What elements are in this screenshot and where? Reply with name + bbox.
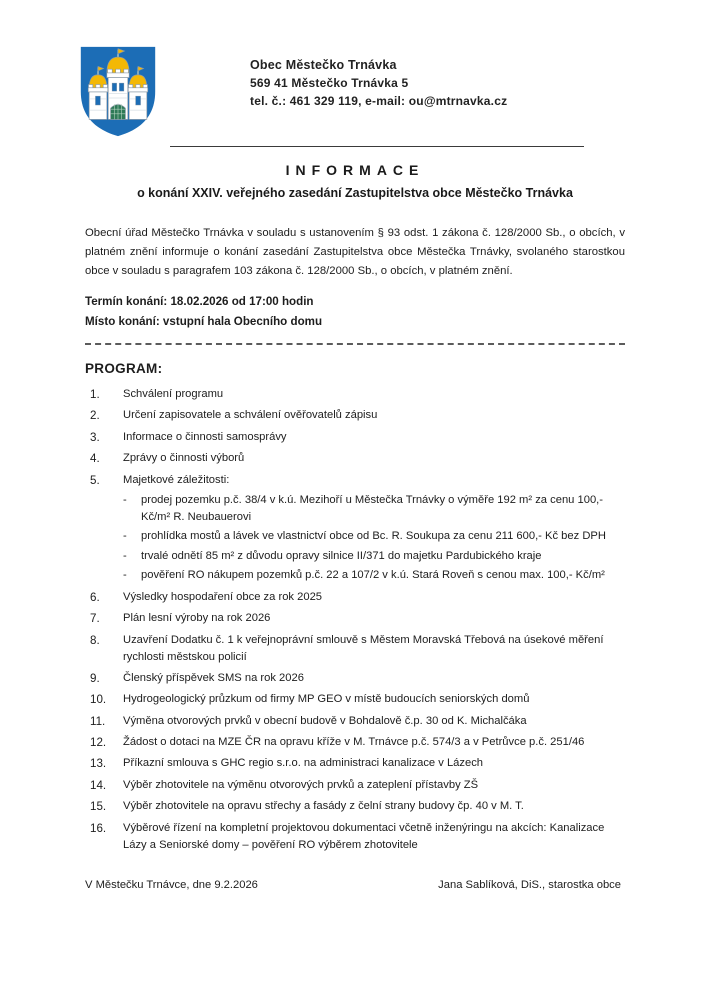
program-item-text: Zprávy o činnosti výborů xyxy=(123,452,245,465)
meeting-place-line: Místo konání: vstupní hala Obecního domu xyxy=(85,315,323,328)
program-item-number: 11. xyxy=(90,714,106,728)
program-item-text: Členský příspěvek SMS na rok 2026 xyxy=(123,671,304,684)
organization-address: 569 41 Městečko Trnávka 5 xyxy=(250,76,409,90)
program-subitem-text: trvalé odnětí 85 m² z důvodu opravy silnice II/371 do majetku Pardubického kraje xyxy=(141,549,542,562)
program-subitem xyxy=(123,492,625,526)
program-item xyxy=(85,798,625,815)
program-item-number: 7. xyxy=(90,612,100,626)
program-item xyxy=(85,755,625,772)
program-subitem xyxy=(123,548,625,565)
subitem-dash-bullet: - xyxy=(123,493,127,506)
program-item-number: 12. xyxy=(90,736,107,750)
program-item-text: Výběrové řízení na kompletní projektovou dokumentaci včetně inženýringu na akcích: Kanalizace Lázy a Seniorské domy – pověření RO výběrem zhotovitele xyxy=(123,821,605,851)
program-item xyxy=(85,472,625,585)
program-item-text: Výběr zhotovitele na opravu střechy a fasády z čelní strany budovy čp. 40 v M. T. xyxy=(123,800,524,813)
program-subitem-list xyxy=(123,492,625,585)
program-item-number: 14. xyxy=(90,778,107,792)
program-item-text: Hydrogeologický průzkum od firmy MP GEO v místě budoucích seniorských domů xyxy=(123,693,530,706)
program-item-number: 16. xyxy=(90,821,107,835)
program-item xyxy=(85,820,625,854)
program-item xyxy=(85,691,625,708)
program-item-text xyxy=(123,472,625,585)
program-item-text: Plán lesní výroby na rok 2026 xyxy=(123,612,271,625)
document-title: INFORMACE xyxy=(285,162,425,178)
program-heading: PROGRAM: xyxy=(85,361,163,376)
program-item-number: 15. xyxy=(90,800,107,814)
program-item-text: Výběr zhotovitele na výměnu otvorových prvků a zateplení přístavby ZŠ xyxy=(123,778,479,791)
program-item-number: 5. xyxy=(90,473,100,487)
subitem-dash-bullet: - xyxy=(123,569,127,582)
program-item xyxy=(85,713,625,730)
document-footer xyxy=(85,879,621,891)
meeting-info xyxy=(85,292,625,332)
footer-signature: Jana Sablíková, DiS., starostka obce xyxy=(438,879,621,891)
subitem-dash-bullet: - xyxy=(123,530,127,543)
program-item xyxy=(85,589,625,606)
program-item-text: Uzavření Dodatku č. 1 k veřejnoprávní smlouvě s Městem Moravská Třebová na úsekové měření rychlosti městskou policií xyxy=(123,633,604,663)
program-item xyxy=(85,632,625,666)
program-item-number: 1. xyxy=(90,388,100,401)
program-item-text: Výsledky hospodaření obce za rok 2025 xyxy=(123,590,323,603)
intro-paragraph: Obecní úřad Městečko Trnávka v souladu s ustanovením § 93 odst. 1 zákona č. 128/2000 Sb., o obcích, v platném znění informuje o konání zasedání Zastupitelstva obce Městečka Trnávky, svolaného starostkou obce v souladu s paragrafem 103 zákona č. 128/2000 Sb., o obcích, v platném znění. xyxy=(85,227,625,277)
program-item xyxy=(85,734,625,751)
program-item-text-main: Majetkové záležitosti: xyxy=(123,473,230,486)
program-item-number: 2. xyxy=(90,409,100,423)
program-item-text: Informace o činnosti samosprávy xyxy=(123,430,287,443)
program-item-number: 8. xyxy=(90,633,100,647)
program-item-number: 9. xyxy=(90,671,100,685)
program-subitem xyxy=(123,567,625,584)
footer-place-date: V Městečku Trnávce, dne 9.2.2026 xyxy=(85,879,258,891)
program-subitem-text: prodej pozemku p.č. 38/4 v k.ú. Mezihoří u Městečka Trnávky o výměře 192 m² za cenu 100,- Kč/m² R. Neubauerovi xyxy=(141,493,604,523)
program-item-number: 3. xyxy=(90,430,100,444)
program-item xyxy=(85,610,625,627)
program-item-number: 4. xyxy=(90,452,100,466)
program-item-number: 6. xyxy=(90,590,100,604)
program-item xyxy=(85,777,625,794)
program-item-text: Určení zapisovatele a schválení ověřovatelů zápisu xyxy=(123,409,378,422)
program-item-number: 13. xyxy=(90,757,107,771)
program-subitem xyxy=(123,528,625,545)
program-item-number: 10. xyxy=(90,693,107,707)
program-item xyxy=(85,407,625,424)
program-item xyxy=(85,670,625,687)
dashed-separator-line xyxy=(85,343,625,345)
program-list xyxy=(85,386,625,854)
organization-contact: tel. č.: 461 329 119, e-mail: ou@mtrnavka.cz xyxy=(250,94,508,108)
program-item xyxy=(85,386,625,403)
program-item xyxy=(85,429,625,446)
document-subtitle: o konání XXIV. veřejného zasedání Zastupitelstva obce Městečko Trnávka xyxy=(137,186,573,200)
program-item xyxy=(85,450,625,467)
program-item-text: Schválení programu xyxy=(123,388,224,400)
header-separator-line xyxy=(170,146,584,147)
program-subitem-text: prohlídka mostů a lávek ve vlastnictví obce od Bc. R. Soukupa za cenu 211 600,- Kč bez DPH xyxy=(141,530,606,543)
meeting-date-line: Termín konání: 18.02.2026 od 17:00 hodin xyxy=(85,295,314,308)
program-item-text: Žádost o dotaci na MZE ČR na opravu kříže v M. Trnávce p.č. 574/3 a v Petrůvce p.č. 251/46 xyxy=(123,736,585,749)
program-item-text: Příkazní smlouva s GHC regio s.r.o. na administraci kanalizace v Lázech xyxy=(123,757,484,770)
subitem-dash-bullet: - xyxy=(123,549,127,562)
program-item-text: Výměna otvorových prvků v obecní budově v Bohdalově č.p. 30 od K. Michalčáka xyxy=(123,714,527,727)
organization-name: Obec Městečko Trnávka xyxy=(250,58,397,72)
program-subitem-text: pověření RO nákupem pozemků p.č. 22 a 107/2 v k.ú. Stará Roveň s cenou max. 100,- Kč/m² xyxy=(141,569,605,582)
